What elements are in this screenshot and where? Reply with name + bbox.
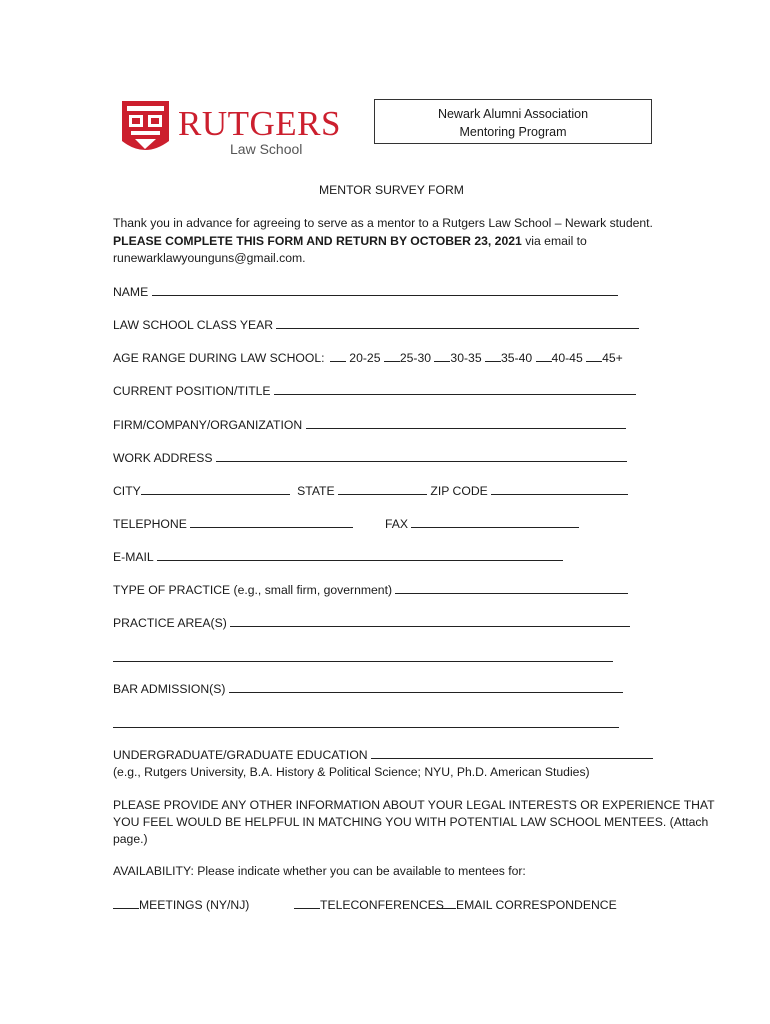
meetings-label: MEETINGS (NY/NJ) (139, 898, 250, 912)
education-row (113, 746, 653, 764)
state-label: STATE (297, 484, 335, 498)
firm-row (113, 416, 626, 434)
work-address-field[interactable] (216, 449, 627, 462)
education-field[interactable] (371, 746, 653, 759)
city-state-zip-row (113, 482, 628, 500)
name-field[interactable] (152, 283, 618, 296)
teleconferences-checkbox-blank[interactable] (294, 896, 320, 909)
bar-admissions-label: BAR ADMISSION(S) (113, 682, 226, 696)
class-year-field[interactable] (276, 316, 639, 329)
practice-type-field[interactable] (395, 581, 628, 594)
age-option: 40-45 (551, 351, 583, 365)
association-name: Newark Alumni Association (437, 107, 589, 121)
age-option: 30-35 (450, 351, 482, 365)
work-address-label: WORK ADDRESS (113, 451, 213, 465)
email-correspondence-label: EMAIL CORRESPONDENCE (456, 898, 617, 912)
email-field[interactable] (157, 548, 563, 561)
age-option: 20-25 (349, 351, 381, 365)
firm-label: FIRM/COMPANY/ORGANIZATION (113, 418, 303, 432)
fax-field[interactable] (411, 515, 579, 528)
age-option-blank[interactable] (536, 349, 552, 362)
practice-areas-field[interactable] (230, 614, 630, 627)
availability-email (430, 896, 617, 914)
program-name: Mentoring Program (459, 125, 567, 139)
zip-field[interactable] (491, 482, 628, 495)
email-correspondence-checkbox-blank[interactable] (430, 896, 456, 909)
age-range-row (113, 349, 623, 367)
telephone-row (113, 515, 353, 533)
age-option-blank[interactable] (586, 349, 602, 362)
email-label: E-MAIL (113, 550, 154, 564)
logo-subtitle: Law School (230, 141, 303, 157)
bar-admissions-extra-line[interactable] (113, 726, 619, 728)
logo-wordmark: RUTGERS (178, 104, 341, 143)
teleconferences-label: TELECONFERENCES (320, 898, 444, 912)
meetings-checkbox-blank[interactable] (113, 896, 139, 909)
telephone-label: TELEPHONE (113, 517, 187, 531)
availability-prompt: AVAILABILITY: Please indicate whether you can be available to mentees for: (113, 864, 526, 878)
practice-areas-label: PRACTICE AREA(S) (113, 616, 227, 630)
name-row (113, 283, 618, 301)
practice-areas-row (113, 614, 630, 632)
return-email: runewarklawyounguns@gmail.com. (113, 251, 306, 265)
age-option: 35-40 (500, 351, 533, 365)
practice-areas-extra-line[interactable] (113, 660, 613, 662)
class-year-label: LAW SCHOOL CLASS YEAR (113, 318, 274, 332)
work-address-row (113, 449, 627, 467)
city-label: CITY (113, 484, 141, 498)
intro-line-2 (113, 233, 587, 250)
other-info-line-1: PLEASE PROVIDE ANY OTHER INFORMATION ABOUT YOUR LEGAL INTERESTS OR EXPERIENCE THAT (113, 798, 715, 812)
age-option: 45+ (602, 351, 623, 365)
telephone-field[interactable] (190, 515, 353, 528)
position-label: CURRENT POSITION/TITLE (113, 384, 271, 398)
age-option: 25-30 (399, 351, 432, 365)
other-info-line-2: YOU FEEL WOULD BE HELPFUL IN MATCHING YOU WITH POTENTIAL LAW SCHOOL MENTEES. (Attach (113, 815, 709, 829)
education-example: (e.g., Rutgers University, B.A. History & Political Science; NYU, Ph.D. American Studies) (113, 765, 590, 779)
state-field[interactable] (338, 482, 427, 495)
name-label: NAME (113, 285, 149, 299)
age-option-blank[interactable] (485, 349, 501, 362)
other-info-line-3: page.) (113, 832, 148, 846)
email-row (113, 548, 563, 566)
zip-label: ZIP CODE (430, 484, 488, 498)
education-label: UNDERGRADUATE/GRADUATE EDUCATION (113, 748, 368, 762)
practice-type-row (113, 581, 628, 599)
bar-admissions-row (113, 680, 623, 698)
position-field[interactable] (274, 382, 636, 395)
fax-label: FAX (385, 517, 409, 531)
age-option-blank[interactable] (330, 349, 346, 362)
age-option-blank[interactable] (384, 349, 400, 362)
availability-teleconferences (294, 896, 444, 914)
position-row (113, 382, 636, 400)
intro-via-email: via email to (521, 234, 587, 248)
bar-admissions-field[interactable] (229, 680, 623, 693)
age-option-blank[interactable] (434, 349, 450, 362)
deadline-instruction: PLEASE COMPLETE THIS FORM AND RETURN BY OCTOBER 23, 2021 (113, 234, 522, 248)
city-field[interactable] (141, 482, 290, 495)
practice-type-label: TYPE OF PRACTICE (e.g., small firm, government) (113, 583, 393, 597)
class-year-row (113, 316, 639, 334)
age-range-label: AGE RANGE DURING LAW SCHOOL: (113, 351, 325, 365)
intro-line-1: Thank you in advance for agreeing to serve as a mentor to a Rutgers Law School – Newark student. (113, 216, 653, 230)
form-title: MENTOR SURVEY FORM (319, 183, 464, 197)
firm-field[interactable] (306, 416, 626, 429)
availability-meetings (113, 896, 249, 914)
fax-row (385, 515, 579, 533)
program-header-box (374, 99, 652, 144)
